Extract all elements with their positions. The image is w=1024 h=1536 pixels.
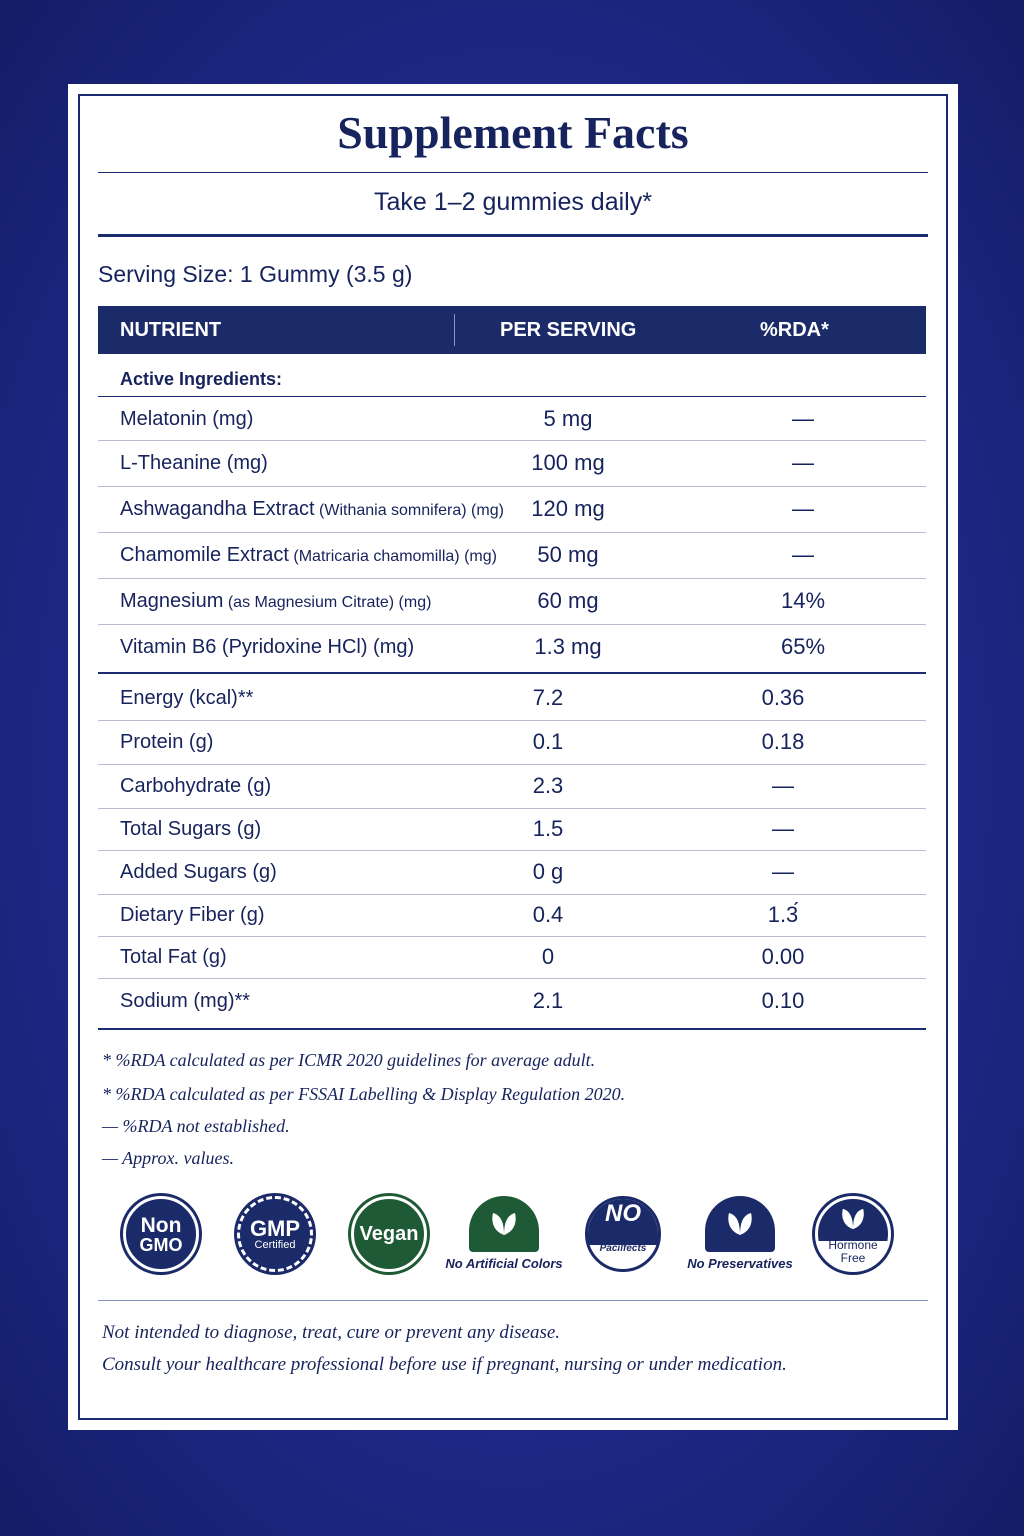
nutrient-name: Sodium (mg)** xyxy=(120,990,251,1012)
per-serving-value: 5 mg xyxy=(543,406,593,431)
disclaimer-rule xyxy=(98,1300,928,1301)
nutrient-name xyxy=(120,440,268,488)
rda-value: 65% xyxy=(780,634,826,659)
nutrient-name xyxy=(120,532,497,580)
per-serving-value: 100 mg xyxy=(531,450,605,475)
hormone-free-badge xyxy=(798,1196,908,1272)
nutrient-name xyxy=(120,398,253,442)
nutrient-main: Melatonin (mg) xyxy=(120,408,254,430)
header-nutrient: NUTRIENT xyxy=(120,319,222,341)
certification-badges xyxy=(98,1196,928,1296)
rda-value: — xyxy=(792,496,814,521)
per-serving-value: 0 xyxy=(541,944,555,969)
non-gmo-badge xyxy=(106,1196,216,1272)
disclaimer-line-2: Consult your healthcare professional before use if pregnant, nursing or under medication. xyxy=(102,1354,787,1375)
subtitle-rule xyxy=(98,234,928,237)
header-rda: %RDA* xyxy=(760,319,829,341)
leaf-icon xyxy=(705,1196,775,1252)
rda-value: — xyxy=(792,542,814,567)
page-title: Supplement Facts xyxy=(337,107,689,158)
footnote-3: — %RDA not established. xyxy=(102,1116,290,1136)
nutrition-row xyxy=(98,850,926,895)
nutrient-name: Added Sugars (g) xyxy=(120,861,277,883)
nutrient-main: Chamomile Extract xyxy=(120,544,289,566)
table-header xyxy=(98,306,926,354)
rda-value: 1.3́ xyxy=(767,902,799,927)
rda-value: — xyxy=(772,859,794,884)
nutrient-main: Ashwagandha Extract xyxy=(120,498,315,520)
nutrition-row xyxy=(98,808,926,851)
nutrient-main: Magnesium xyxy=(120,590,224,612)
no-pesticides-line1: NO xyxy=(605,1200,641,1227)
non-gmo-line2: GMO xyxy=(139,1234,183,1255)
serving-size: Serving Size: 1 Gummy (3.5 g) xyxy=(98,261,413,287)
header-per-serving: PER SERVING xyxy=(500,319,637,341)
nutrient-main: L-Theanine (mg) xyxy=(120,452,268,474)
nutrient-name: Dietary Fiber (g) xyxy=(120,904,265,926)
nutrient-name xyxy=(120,578,431,626)
supplement-facts-panel xyxy=(68,84,958,1430)
per-serving-value: 0.1 xyxy=(532,729,564,754)
active-ingredient-row xyxy=(98,486,926,533)
nutrient-name xyxy=(120,486,504,534)
leaf-icon xyxy=(815,1196,891,1272)
active-ingredients-label: Active Ingredients: xyxy=(120,369,283,389)
nutrient-source: (Matricaria chamomilla) xyxy=(288,548,460,565)
title-rule xyxy=(98,172,928,173)
disclaimer-line-1: Not intended to diagnose, treat, cure or prevent any disease. xyxy=(102,1322,561,1343)
active-ingredient-row xyxy=(98,578,926,625)
per-serving-value: 0.4 xyxy=(532,902,564,927)
rda-value: — xyxy=(792,406,814,431)
hormone-free-label: Hormone Free xyxy=(828,1237,878,1265)
per-serving-value: 50 mg xyxy=(537,542,599,567)
no-pesticides-icon xyxy=(585,1196,661,1272)
rda-value: — xyxy=(772,816,794,841)
nutrient-name: Energy (kcal)** xyxy=(120,687,254,709)
leaf-icon xyxy=(469,1196,539,1252)
per-serving-value: 2.1 xyxy=(532,988,564,1013)
rda-value: 0.18 xyxy=(761,729,805,754)
per-serving-value: 1.5 xyxy=(532,816,564,841)
rda-value: — xyxy=(772,773,794,798)
non-gmo-icon xyxy=(123,1196,199,1272)
vegan-badge xyxy=(334,1196,444,1272)
nutrient-name: Total Fat (g) xyxy=(120,946,227,968)
nutrient-name: Protein (g) xyxy=(120,731,214,753)
nutrient-unit: (mg) xyxy=(394,594,432,611)
header-divider xyxy=(454,314,455,346)
nutrition-row xyxy=(98,936,926,979)
dosage-instruction: Take 1–2 gummies daily* xyxy=(374,188,652,216)
active-rule xyxy=(98,396,926,397)
footnote-2: * %RDA calculated as per FSSAI Labelling & Display Regulation 2020. xyxy=(102,1084,626,1104)
per-serving-value: 60 mg xyxy=(537,588,599,613)
no-artificial-colors-badge xyxy=(444,1196,564,1271)
per-serving-value: 120 mg xyxy=(531,496,605,521)
nutrition-row xyxy=(98,720,926,765)
vegan-line1: Vegan xyxy=(359,1223,419,1245)
active-ingredient-row xyxy=(98,532,926,579)
nutrient-source: (as Magnesium Citrate) xyxy=(223,594,395,611)
active-ingredient-row xyxy=(98,440,926,487)
section-divider xyxy=(98,672,926,674)
per-serving-value: 2.3 xyxy=(532,773,564,798)
nutrition-row xyxy=(98,676,926,721)
nutrient-name: Carbohydrate (g) xyxy=(120,775,272,797)
active-ingredient-row xyxy=(98,624,926,670)
footnote-1: * %RDA calculated as per ICMR 2020 guidelines for average adult. xyxy=(102,1050,596,1070)
gmp-badge xyxy=(220,1196,330,1272)
vegan-seal-icon xyxy=(351,1196,427,1272)
rda-value: 0.10 xyxy=(761,988,805,1013)
footnote-4: — Approx. values. xyxy=(102,1148,234,1168)
no-preservatives-badge xyxy=(680,1196,800,1271)
rda-value: — xyxy=(792,450,814,475)
nutrient-name xyxy=(120,624,414,672)
gmp-seal-icon xyxy=(237,1196,313,1272)
no-preservatives-label: No Preservatives xyxy=(687,1256,793,1271)
nutrition-row xyxy=(98,764,926,809)
gmp-line2: Certified xyxy=(254,1238,296,1251)
no-pesticides-line2: No Pacilfects xyxy=(599,1233,647,1254)
rda-value: 0.00 xyxy=(761,944,805,969)
nutrient-unit: (mg) xyxy=(459,548,497,565)
no-artificial-colors-label: No Artificial Colors xyxy=(445,1256,563,1271)
rda-value: 0.36 xyxy=(761,685,805,710)
nutrition-row xyxy=(98,978,926,1024)
nutrition-row xyxy=(98,894,926,937)
gmp-line1: GMP xyxy=(249,1215,301,1241)
per-serving-value: 1.3 mg xyxy=(534,634,602,659)
nutrient-name: Total Sugars (g) xyxy=(120,818,262,840)
per-serving-value: 0 g xyxy=(532,859,564,884)
nutrient-unit: (mg) xyxy=(466,502,504,519)
per-serving-value: 7.2 xyxy=(532,685,564,710)
active-ingredient-row xyxy=(98,398,926,441)
table-bottom-rule xyxy=(98,1028,926,1030)
rda-value: 14% xyxy=(780,588,826,613)
nutrient-source: (Withania somnifera) xyxy=(314,502,467,519)
no-pesticides-badge xyxy=(568,1196,678,1272)
nutrient-main: Vitamin B6 (Pyridoxine HCl) (mg) xyxy=(120,636,415,658)
non-gmo-line1: Non xyxy=(140,1213,182,1237)
